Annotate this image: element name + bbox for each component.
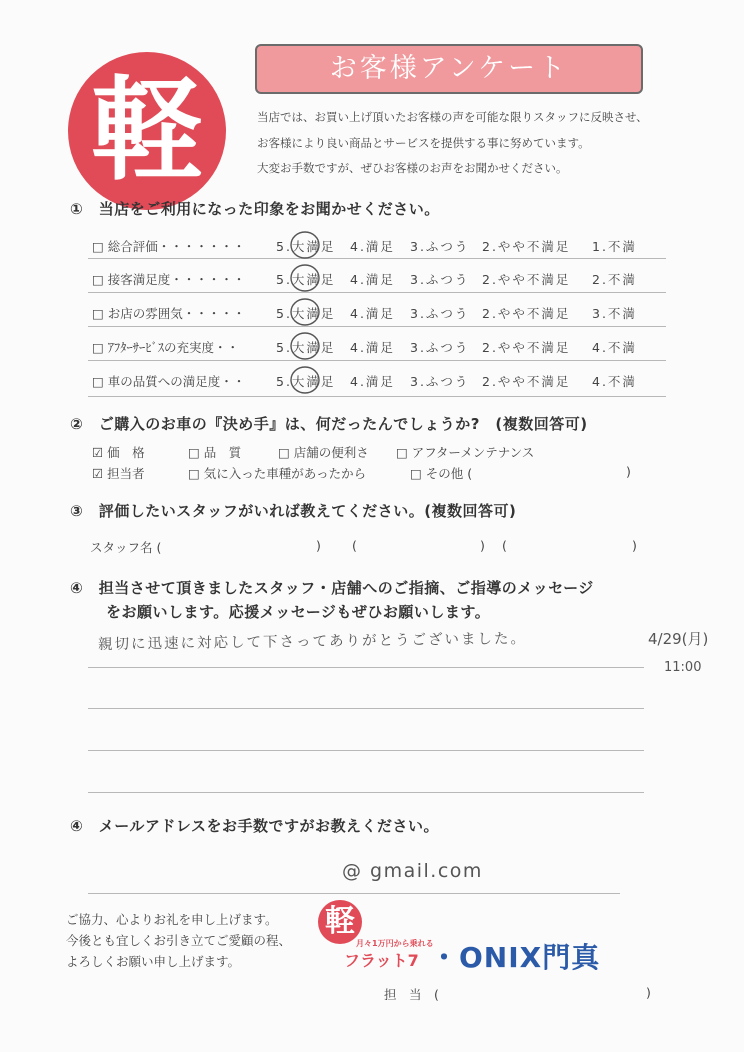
- message-line: [88, 750, 644, 751]
- onix-brand: フラット7: [344, 951, 419, 970]
- q1-row-label: □ 車の品質への満足度・・: [92, 374, 246, 389]
- email-line: [88, 893, 620, 894]
- q1-opt-5[interactable]: 5.大満足: [276, 340, 336, 355]
- q2-option-price[interactable]: ☑ 価 格: [92, 445, 145, 460]
- q1-row-label: □ ｱﾌﾀｰｻｰﾋﾞｽの充実度・・: [92, 340, 240, 355]
- q1-opt-5[interactable]: 5.大満足: [276, 239, 336, 254]
- tantou-label: 担 当 (: [384, 987, 439, 1002]
- q2-option-quality[interactable]: □ 品 質: [188, 445, 242, 460]
- email-heading: ④ メールアドレスをお手数ですがお教えください。: [70, 817, 439, 835]
- paren-close: ): [480, 538, 485, 553]
- intro-line-1: 当店では、お買い上げ頂いたお客様の声を可能な限りスタッフに反映させ、: [257, 110, 648, 124]
- q2-other-close: ): [626, 464, 631, 479]
- q2-option-staff[interactable]: ☑ 担当者: [92, 466, 145, 481]
- onix-store-name: ・ONIX門真: [430, 941, 601, 974]
- handwritten-message: 親切に迅速に対応して下さってありがとうございました。: [97, 631, 528, 653]
- circle-mark: [291, 265, 319, 291]
- row-divider: [88, 360, 666, 361]
- q1-opt-3[interactable]: 3.ふつう: [410, 272, 470, 287]
- tantou-close: ): [646, 985, 651, 1000]
- q1-opt-2[interactable]: 2.やや不満足: [482, 272, 571, 287]
- q1-opt-1[interactable]: 4.不満: [592, 340, 637, 355]
- q1-opt-1[interactable]: 4.不満: [592, 374, 637, 389]
- q4-heading-line-1: ④ 担当させて頂きましたスタッフ・店舗へのご指摘、ご指導のメッセージ: [70, 579, 594, 597]
- q4-heading-line-2: をお願いします。応援メッセージもぜひお願いします。: [106, 603, 491, 621]
- q1-opt-2[interactable]: 2.やや不満足: [482, 374, 571, 389]
- q2-option-convenience[interactable]: □ 店舗の便利さ: [278, 445, 369, 460]
- circle-mark: [291, 333, 319, 359]
- q1-opt-1[interactable]: 2.不満: [592, 272, 637, 287]
- q1-opt-3[interactable]: 3.ふつう: [410, 239, 470, 254]
- q1-opt-2[interactable]: 2.やや不満足: [482, 239, 571, 254]
- onix-kei-char: 軽: [325, 904, 355, 939]
- handwritten-date: 4/29(月): [648, 630, 709, 648]
- paren-close: ): [632, 538, 637, 553]
- q1-opt-4[interactable]: 4.満足: [350, 239, 395, 254]
- onix-tagline: 月々1万円から乗れる: [356, 939, 434, 948]
- q1-opt-4[interactable]: 4.満足: [350, 374, 395, 389]
- hand-drawn-circles: [284, 228, 328, 400]
- q3-heading: ③ 評価したいスタッフがいれば教えてください。(複数回答可): [70, 502, 517, 520]
- q1-opt-3[interactable]: 3.ふつう: [410, 306, 470, 321]
- closing-line-2: 今後とも宜しくお引き立てご愛顧の程、: [66, 933, 292, 948]
- handwritten-email: @ gmail.com: [342, 860, 483, 882]
- q1-opt-2[interactable]: 2.やや不満足: [482, 340, 571, 355]
- intro-line-2: お客様により良い商品とサービスを提供する事に努めています。: [257, 136, 590, 150]
- paren-open: (: [352, 538, 357, 553]
- q1-opt-3[interactable]: 3.ふつう: [410, 374, 470, 389]
- q1-opt-2[interactable]: 2.やや不満足: [482, 306, 571, 321]
- closing-line-3: よろしくお願い申し上げます。: [66, 954, 241, 969]
- q1-opt-4[interactable]: 4.満足: [350, 272, 395, 287]
- q2-option-model[interactable]: □ 気に入った車種があったから: [188, 466, 367, 481]
- q1-row-label: □ 接客満足度・・・・・・: [92, 272, 246, 287]
- intro-line-3: 大変お手数ですが、ぜひお客様のお声をお聞かせください。: [257, 161, 568, 175]
- q1-row-label: □ お店の雰囲気・・・・・: [92, 306, 246, 321]
- q1-opt-5[interactable]: 5.大満足: [276, 306, 336, 321]
- q1-opt-5[interactable]: 5.大満足: [276, 374, 336, 389]
- paren-open: (: [502, 538, 507, 553]
- q1-opt-5[interactable]: 5.大満足: [276, 272, 336, 287]
- staff-label: スタッフ名 (: [90, 540, 162, 555]
- circle-mark: [291, 299, 319, 325]
- q1-opt-1[interactable]: 3.不満: [592, 306, 637, 321]
- q2-option-other[interactable]: □ その他 (: [410, 466, 473, 481]
- page-title: お客様アンケート: [329, 53, 569, 84]
- row-divider: [88, 258, 666, 259]
- message-line: [88, 708, 644, 709]
- q1-opt-4[interactable]: 4.満足: [350, 306, 395, 321]
- q1-opt-4[interactable]: 4.満足: [350, 340, 395, 355]
- circle-mark: [291, 367, 319, 393]
- paren-close: ): [316, 538, 321, 553]
- row-divider: [88, 326, 666, 327]
- row-divider: [88, 292, 666, 293]
- q2-heading: ② ご購入のお車の『決め手』は、何だったんでしょうか? (複数回答可): [70, 415, 588, 433]
- circle-mark: [291, 232, 319, 258]
- message-line: [88, 792, 644, 793]
- q2-option-aftercare[interactable]: □ アフターメンテナンス: [396, 445, 535, 460]
- row-divider: [88, 396, 666, 397]
- closing-line-1: ご協力、心よりお礼を申し上げます。: [66, 912, 278, 927]
- message-line: [88, 667, 644, 668]
- q1-opt-1[interactable]: 1.不満: [592, 239, 637, 254]
- handwritten-time: 11:00: [664, 660, 702, 675]
- q1-opt-3[interactable]: 3.ふつう: [410, 340, 470, 355]
- q1-heading: ① 当店をご利用になった印象をお聞かせください。: [70, 200, 440, 218]
- kei-logo-char: 軽: [91, 66, 203, 196]
- q1-row-label: □ 総合評価・・・・・・・: [92, 239, 246, 254]
